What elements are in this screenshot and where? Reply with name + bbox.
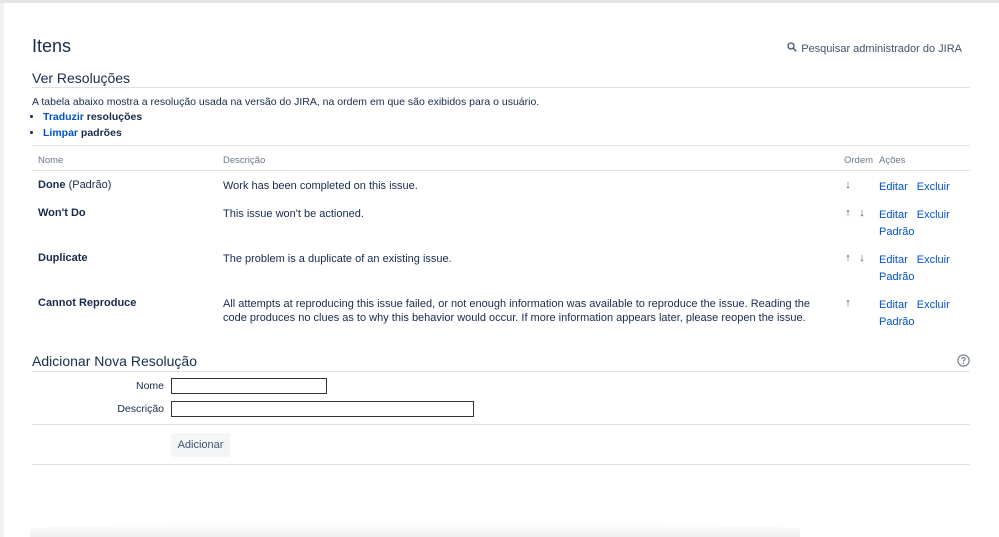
table-row-actions	[879, 207, 969, 241]
top-border	[0, 0, 999, 3]
translate-link[interactable]: Traduzir	[43, 111, 84, 123]
delete-link[interactable]: Excluir	[916, 209, 950, 221]
column-header-actions: Ações	[879, 155, 906, 166]
resolution-name: Duplicate	[38, 252, 88, 264]
table-row-order	[844, 252, 866, 264]
left-border	[0, 3, 4, 537]
edit-link[interactable]: Editar	[879, 299, 908, 311]
description-input[interactable]	[171, 401, 474, 417]
set-default-link[interactable]: Padrão	[879, 226, 915, 238]
help-icon[interactable]	[957, 354, 970, 367]
table-row-order	[844, 179, 852, 191]
table-row-name	[38, 207, 86, 219]
admin-search-label[interactable]: Pesquisar administrador do JIRA	[801, 42, 962, 55]
search-icon	[787, 42, 797, 55]
column-header-order: Ordem	[844, 155, 874, 166]
arrow-up-icon[interactable]: ↑	[845, 252, 851, 264]
edit-link[interactable]: Editar	[879, 181, 908, 193]
list-item-translate	[43, 109, 142, 125]
table-row-description: All attempts at reproducing this issue failed, or not enough information was available to reproduce the issue. Reading the code produces no clues as to why this behavior would occur. If more information appears later, please reopen the issue.	[223, 298, 811, 324]
table-row-description: The problem is a duplicate of an existing issue.	[223, 253, 452, 265]
divider	[32, 145, 970, 146]
table-row-name	[38, 297, 136, 309]
column-header-description: Descrição	[223, 155, 266, 166]
arrow-down-icon[interactable]: ↓	[859, 252, 865, 264]
table-row-name	[38, 252, 88, 264]
divider	[32, 464, 970, 465]
divider	[32, 371, 970, 372]
bottom-shadow	[30, 522, 800, 537]
clear-defaults-link[interactable]: Limpar	[43, 127, 79, 139]
table-row-description: This issue won't be actioned.	[223, 208, 364, 220]
arrow-up-icon[interactable]: ↑	[845, 207, 851, 219]
resolution-name: Done	[38, 179, 66, 191]
set-default-link[interactable]: Padrão	[879, 316, 915, 328]
list-item-text: padrões	[78, 127, 122, 139]
table-row-name	[38, 179, 111, 191]
delete-link[interactable]: Excluir	[916, 181, 950, 193]
actions-list	[32, 109, 142, 141]
name-input[interactable]	[171, 378, 327, 394]
table-row-actions	[879, 297, 969, 331]
delete-link[interactable]: Excluir	[916, 254, 950, 266]
description-label: Descrição	[117, 403, 164, 415]
section-title-add-resolution: Adicionar Nova Resolução	[32, 353, 197, 369]
page-title: Itens	[32, 36, 72, 56]
column-header-name: Nome	[38, 155, 64, 166]
arrow-down-icon[interactable]: ↓	[859, 207, 865, 219]
table-row-actions	[879, 179, 969, 196]
intro-text: A tabela abaixo mostra a resolução usada na versão do JIRA, na ordem em que são exibidos para o usuário.	[32, 96, 540, 108]
admin-search-link[interactable]	[787, 42, 962, 55]
resolution-name: Won't Do	[38, 207, 86, 219]
table-row-order	[844, 207, 866, 219]
table-header-divider	[32, 170, 970, 171]
divider	[32, 424, 970, 425]
name-label: Nome	[135, 380, 164, 392]
table-row-order	[844, 297, 852, 309]
arrow-down-icon[interactable]: ↓	[845, 179, 851, 191]
divider	[32, 87, 970, 88]
list-item-clear	[43, 125, 142, 141]
edit-link[interactable]: Editar	[879, 254, 908, 266]
add-button[interactable]: Adicionar	[171, 433, 230, 457]
edit-link[interactable]: Editar	[879, 209, 908, 221]
table-row-description: Work has been completed on this issue.	[223, 180, 418, 192]
list-item-text: resoluções	[83, 111, 143, 123]
delete-link[interactable]: Excluir	[916, 299, 950, 311]
set-default-link[interactable]: Padrão	[879, 271, 915, 283]
table-row-actions	[879, 252, 969, 286]
arrow-up-icon[interactable]: ↑	[845, 297, 851, 309]
resolution-name: Cannot Reproduce	[38, 297, 137, 309]
section-title-resolutions: Ver Resoluções	[32, 70, 131, 86]
default-label: (Padrão)	[68, 179, 112, 191]
